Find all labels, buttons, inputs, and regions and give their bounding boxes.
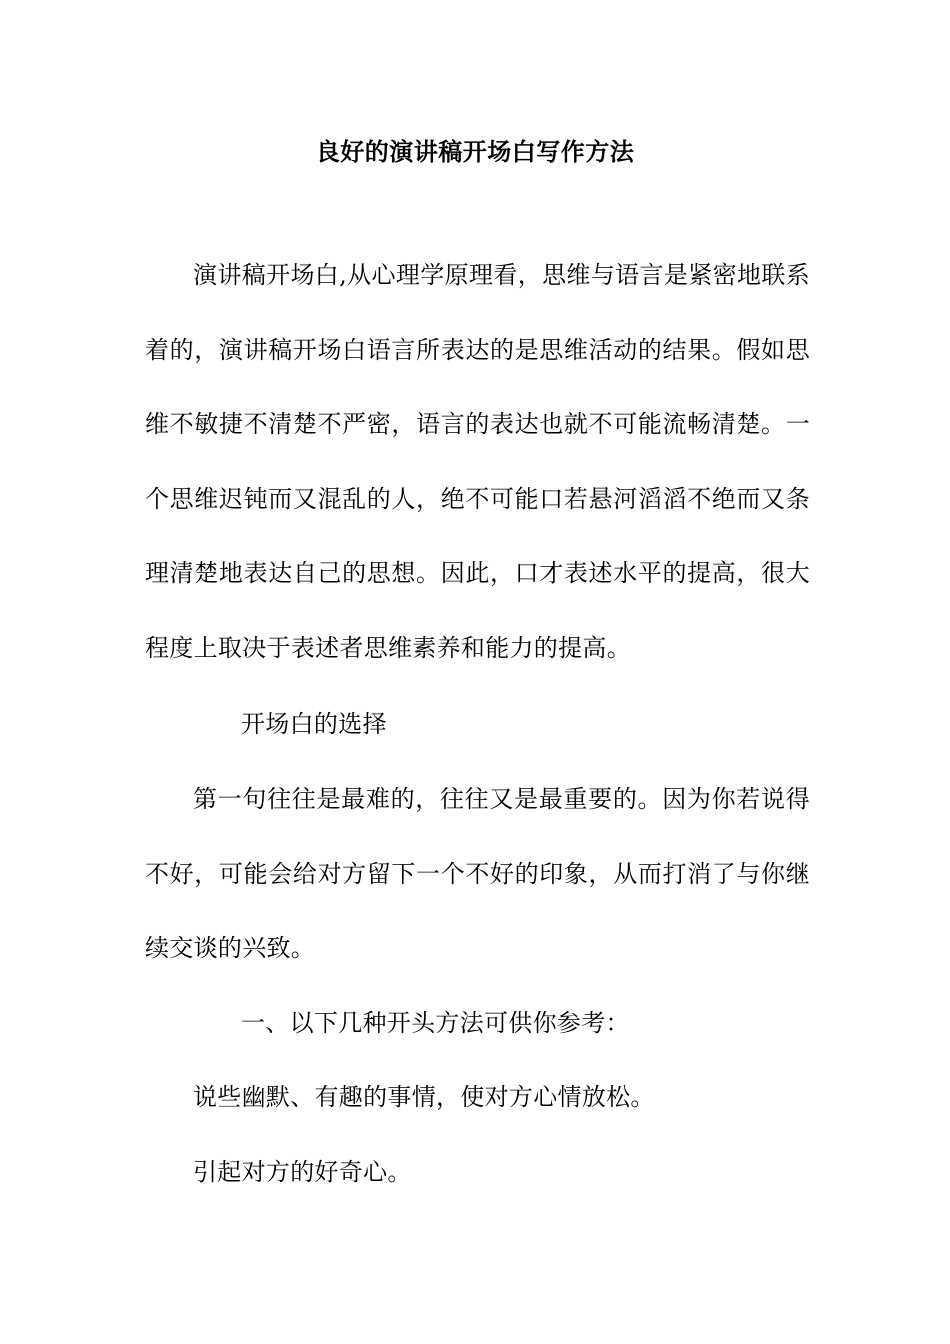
section-heading-methods: 一、以下几种开头方法可供你参考： bbox=[241, 1009, 630, 1037]
paragraph-method-humor: 说些幽默、有趣的事情，使对方心情放松。 bbox=[193, 1083, 655, 1111]
paragraph-method-curiosity: 引起对方的好奇心。 bbox=[193, 1158, 412, 1186]
document-title: 良好的演讲稿开场白写作方法 bbox=[315, 137, 635, 166]
paragraph-first-sentence: 第一句往往是最难的，往往又是最重要的。因为你若说得不好，可能会给对方留下一个不好的印象，从而打消了与你继续交谈的兴致。 bbox=[145, 785, 810, 962]
section-heading-opening-choice: 开场白的选择 bbox=[241, 710, 387, 738]
paragraph-intro: 演讲稿开场白,从心理学原理看，思维与语言是紧密地联系着的，演讲稿开场白语言所表达的是思维活动的结果。假如思维不敏捷不清楚不严密，语言的表达也就不可能流畅清楚。一个思维迟钝而又混乱的人，绝不可能口若悬河滔滔不绝而又条理清楚地表达自己的思想。因此，口才表述水平的提高，很大程度上取决于表述者思维素养和能力的提高。 bbox=[145, 261, 810, 662]
